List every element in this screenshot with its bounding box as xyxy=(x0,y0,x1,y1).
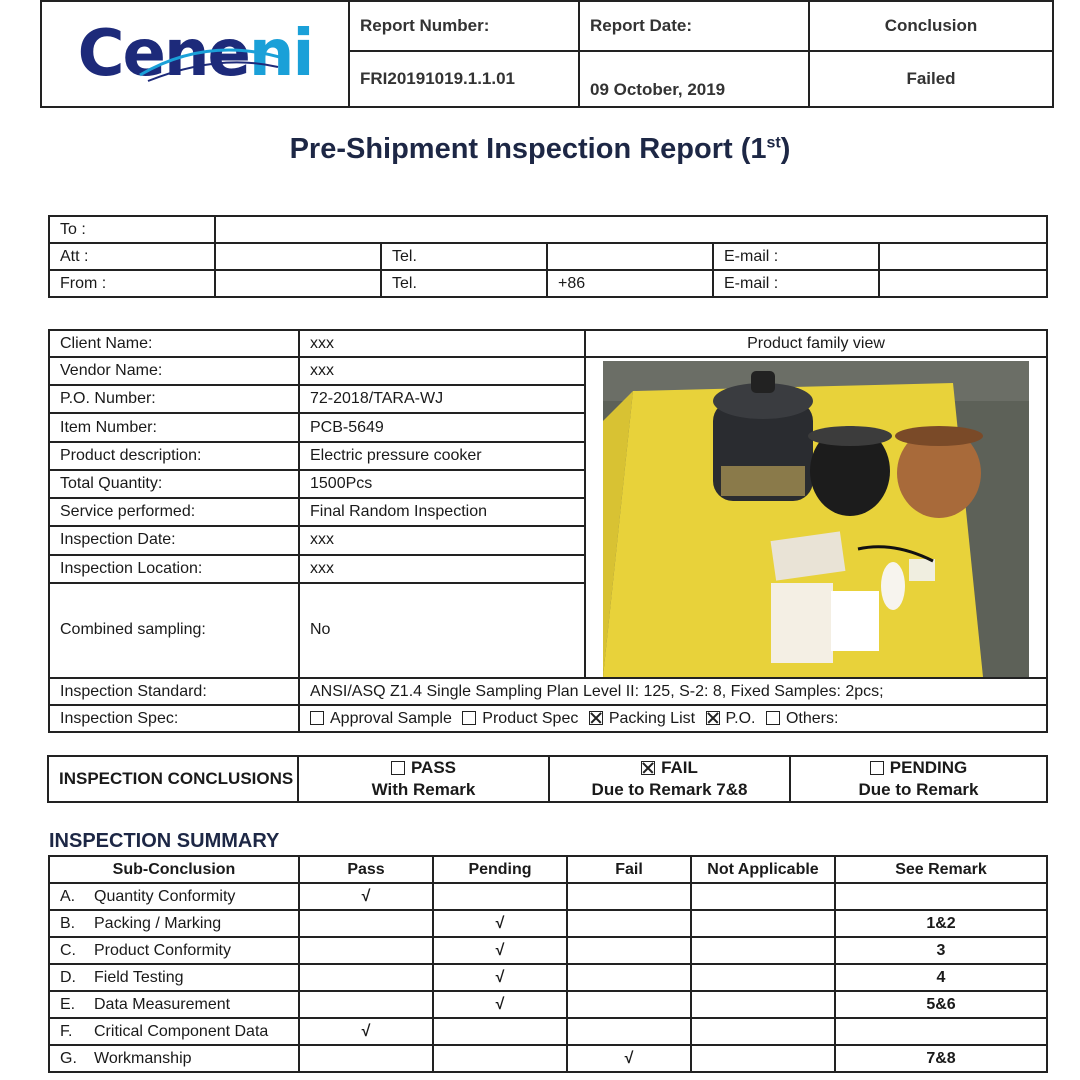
row-letter: F. xyxy=(60,1022,73,1040)
product-photo-cell xyxy=(585,357,1047,678)
info-label: Service performed: xyxy=(49,498,299,526)
info-label: Inspection Location: xyxy=(49,555,299,583)
sub-conclusion-cell xyxy=(49,883,299,910)
pressure-cooker-photo-icon xyxy=(603,361,1029,677)
row-letter: G. xyxy=(60,1049,77,1067)
info-value: No xyxy=(299,583,585,678)
checkbox-icon xyxy=(310,711,324,725)
checkbox-icon xyxy=(462,711,476,725)
report-number-label: Report Number: xyxy=(349,1,579,51)
row-name: Critical Component Data xyxy=(94,1022,269,1040)
status-pass-cell xyxy=(299,964,433,991)
status-pass-cell xyxy=(299,910,433,937)
column-header: Not Applicable xyxy=(691,856,835,883)
inspection-conclusions-table xyxy=(47,755,1048,803)
row-name: Data Measurement xyxy=(94,995,231,1013)
conclusion-label: Conclusion xyxy=(809,1,1053,51)
checked-box-icon xyxy=(706,711,720,725)
status-na-cell xyxy=(691,910,835,937)
row-letter: C. xyxy=(60,941,76,959)
status-na-cell xyxy=(691,991,835,1018)
spec-option-others[interactable]: Others: xyxy=(766,710,838,727)
att-tel-value xyxy=(547,243,713,270)
att-tel-label: Tel. xyxy=(381,243,547,270)
status-fail-cell xyxy=(567,964,691,991)
sub-conclusion-cell xyxy=(49,937,299,964)
status-na-cell xyxy=(691,1045,835,1072)
see-remark-cell xyxy=(835,883,1047,910)
see-remark-cell: 5&6 xyxy=(835,991,1047,1018)
info-value: Electric pressure cooker xyxy=(299,442,585,470)
row-letter: B. xyxy=(60,914,76,932)
sub-conclusion-cell xyxy=(49,991,299,1018)
status-na-cell xyxy=(691,964,835,991)
from-tel-value: +86 xyxy=(547,270,713,297)
status-pending-cell: √ xyxy=(433,937,567,964)
info-value: xxx xyxy=(299,555,585,583)
att-email-label: E-mail : xyxy=(713,243,879,270)
info-label: P.O. Number: xyxy=(49,385,299,413)
info-label: Total Quantity: xyxy=(49,470,299,498)
row-name: Product Conformity xyxy=(94,941,231,959)
status-pending-cell: √ xyxy=(433,910,567,937)
checkbox-icon xyxy=(870,761,884,775)
table-row xyxy=(49,991,1047,1018)
info-label: Client Name: xyxy=(49,330,299,357)
status-pending-cell xyxy=(433,883,567,910)
see-remark-cell: 3 xyxy=(835,937,1047,964)
address-table xyxy=(48,215,1048,298)
info-value: PCB-5649 xyxy=(299,413,585,441)
info-value: xxx xyxy=(299,357,585,385)
sub-conclusion-cell xyxy=(49,1045,299,1072)
info-value: 72-2018/TARA-WJ xyxy=(299,385,585,413)
inspection-summary-table xyxy=(48,855,1048,1073)
see-remark-cell: 1&2 xyxy=(835,910,1047,937)
att-email-value xyxy=(879,243,1047,270)
table-row xyxy=(49,1045,1047,1072)
row-name: Field Testing xyxy=(94,968,184,986)
checkbox-icon xyxy=(766,711,780,725)
status-fail-cell xyxy=(567,1018,691,1045)
row-letter: A. xyxy=(60,887,76,905)
report-date-value: 09 October, 2019 xyxy=(579,51,809,107)
info-label: Inspection Date: xyxy=(49,526,299,554)
logo-swoosh-icon xyxy=(138,45,288,85)
info-value: xxx xyxy=(299,330,585,357)
column-header: See Remark xyxy=(835,856,1047,883)
status-pass-cell xyxy=(299,991,433,1018)
sub-conclusion-cell xyxy=(49,910,299,937)
report-date-label: Report Date: xyxy=(579,1,809,51)
table-row xyxy=(49,910,1047,937)
row-name: Workmanship xyxy=(94,1049,192,1067)
status-pass-cell xyxy=(299,937,433,964)
column-header: Sub-Conclusion xyxy=(49,856,299,883)
conclusion-pass[interactable]: PASS With Remark xyxy=(298,756,549,802)
info-label: Product description: xyxy=(49,442,299,470)
info-label: Item Number: xyxy=(49,413,299,441)
conclusion-fail[interactable]: FAIL Due to Remark 7&8 xyxy=(549,756,790,802)
see-remark-cell: 4 xyxy=(835,964,1047,991)
status-fail-cell xyxy=(567,883,691,910)
info-value: Final Random Inspection xyxy=(299,498,585,526)
info-label: Combined sampling: xyxy=(49,583,299,678)
conclusion-pending[interactable]: PENDING Due to Remark xyxy=(790,756,1047,802)
summary-heading: INSPECTION SUMMARY xyxy=(49,830,280,852)
column-header: Pending xyxy=(433,856,567,883)
checked-box-icon xyxy=(641,761,655,775)
status-pass-cell: √ xyxy=(299,883,433,910)
conclusions-label: INSPECTION CONCLUSIONS xyxy=(48,756,298,802)
spec-option-packing-list[interactable]: Packing List xyxy=(589,710,695,727)
status-pending-cell: √ xyxy=(433,964,567,991)
status-pending-cell: √ xyxy=(433,991,567,1018)
table-row xyxy=(49,1018,1047,1045)
checkbox-icon xyxy=(391,761,405,775)
att-label: Att : xyxy=(49,243,215,270)
conclusion-value: Failed xyxy=(809,51,1053,107)
product-photo xyxy=(603,361,1029,677)
info-value: xxx xyxy=(299,526,585,554)
ceneni-logo: Ceneni xyxy=(77,17,313,91)
logo-cell xyxy=(41,1,349,107)
column-header: Pass xyxy=(299,856,433,883)
photo-caption: Product family view xyxy=(585,330,1047,357)
row-name: Quantity Conformity xyxy=(94,887,236,905)
status-pass-cell: √ xyxy=(299,1018,433,1045)
sub-conclusion-cell xyxy=(49,964,299,991)
see-remark-cell: 7&8 xyxy=(835,1045,1047,1072)
see-remark-cell xyxy=(835,1018,1047,1045)
table-row xyxy=(49,964,1047,991)
info-value: 1500Pcs xyxy=(299,470,585,498)
standard-value: ANSI/ASQ Z1.4 Single Sampling Plan Level II: 125, S-2: 8, Fixed Samples: 2pcs; xyxy=(299,678,1047,705)
row-name: Packing / Marking xyxy=(94,914,222,932)
att-value xyxy=(215,243,381,270)
column-header: Fail xyxy=(567,856,691,883)
to-value xyxy=(215,216,1047,243)
from-label: From : xyxy=(49,270,215,297)
from-tel-label: Tel. xyxy=(381,270,547,297)
from-email-value xyxy=(879,270,1047,297)
row-letter: D. xyxy=(60,968,76,986)
page-title: Pre-Shipment Inspection Report (1st) xyxy=(289,133,791,165)
status-fail-cell xyxy=(567,937,691,964)
checked-box-icon xyxy=(589,711,603,725)
from-email-label: E-mail : xyxy=(713,270,879,297)
from-value xyxy=(215,270,381,297)
table-row xyxy=(49,883,1047,910)
to-label: To : xyxy=(49,216,215,243)
status-pass-cell xyxy=(299,1045,433,1072)
status-na-cell xyxy=(691,937,835,964)
status-fail-cell: √ xyxy=(567,1045,691,1072)
info-label: Vendor Name: xyxy=(49,357,299,385)
status-pending-cell xyxy=(433,1018,567,1045)
standard-label: Inspection Standard: xyxy=(49,678,299,705)
spec-option-approval-sample[interactable]: Approval Sample xyxy=(310,710,452,727)
spec-option-product-spec[interactable]: Product Spec xyxy=(462,710,578,727)
sub-conclusion-cell xyxy=(49,1018,299,1045)
report-header-table xyxy=(40,0,1054,108)
status-fail-cell xyxy=(567,991,691,1018)
inspection-info-table xyxy=(48,329,1048,733)
status-fail-cell xyxy=(567,910,691,937)
status-na-cell xyxy=(691,883,835,910)
status-pending-cell xyxy=(433,1045,567,1072)
row-letter: E. xyxy=(60,995,76,1013)
spec-options xyxy=(299,705,1047,732)
table-row xyxy=(49,937,1047,964)
spec-label: Inspection Spec: xyxy=(49,705,299,732)
status-na-cell xyxy=(691,1018,835,1045)
spec-option-po[interactable]: P.O. xyxy=(706,710,756,727)
report-number-value: FRI20191019.1.1.01 xyxy=(349,51,579,107)
